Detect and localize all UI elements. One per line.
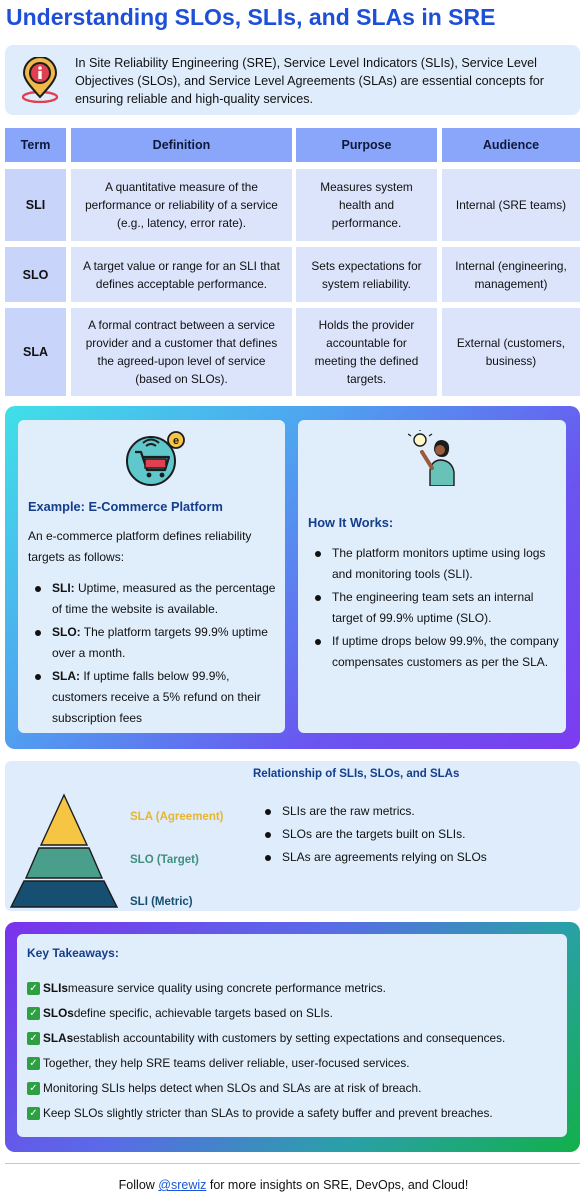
list-item: If uptime drops below 99.9%, the company compensates customers as per the SLA. [312, 631, 562, 673]
intro-text: In Site Reliability Engineering (SRE), Service Level Indicators (SLIs), Service Level Objectives (SLOs), and Service Level Agreements (SLAs) are essential concepts for ensuring reliable and high-quality services. [75, 56, 544, 106]
table-row-sla-purpose: Holds the provider accountable for meeting the defined targets. [296, 308, 437, 396]
list-item: SLA: If uptime falls below 99.9%, customers receive a 5% refund on their subscription fees [32, 666, 282, 729]
check-icon: ✓ [27, 1107, 40, 1120]
list-item: SLO: The platform targets 99.9% uptime over a month. [32, 622, 282, 664]
table-header-term: Term [5, 128, 66, 162]
intro-box [5, 45, 580, 115]
relationship-list [262, 801, 562, 870]
example-panel [18, 420, 285, 733]
list-item: The platform monitors uptime using logs and monitoring tools (SLI). [312, 543, 562, 585]
pyramid-base-sli [11, 881, 117, 907]
takeaways-title: Key Takeaways: [27, 946, 119, 960]
example-section [5, 406, 580, 749]
check-icon: ✓ [27, 1057, 40, 1070]
table-row-slo-definition: A target value or range for an SLI that defines acceptable performance. [71, 247, 292, 302]
list-item: ✓ Monitoring SLIs helps detect when SLOs and SLAs are at risk of breach. [27, 1080, 421, 1096]
svg-text:e: e [172, 435, 180, 447]
check-icon: ✓ [27, 1007, 40, 1020]
person-idea-icon [408, 430, 458, 486]
list-item: SLIs are the raw metrics. [262, 801, 562, 822]
relationship-title: Relationship of SLIs, SLOs, and SLAs [253, 768, 460, 780]
table-row-sli-definition: A quantitative measure of the performance or reliability of a service (e.g., latency, error rate). [71, 169, 292, 241]
list-item: ✓ Keep SLOs slightly stricter than SLAs to provide a safety buffer and prevent breaches. [27, 1105, 493, 1121]
check-icon: ✓ [27, 982, 40, 995]
pyramid-label-sla: SLA (Agreement) [130, 811, 224, 823]
table-row-sla-definition: A formal contract between a service provider and a customer that defines the agreed-upon level of service (based on SLOs). [71, 308, 292, 396]
table-row-sli-purpose: Measures system health and performance. [296, 169, 437, 241]
takeaways-panel [17, 934, 567, 1137]
table-header-definition: Definition [71, 128, 292, 162]
table-row-slo-term: SLO [5, 247, 66, 302]
table-row-sli-audience: Internal (SRE teams) [442, 169, 580, 241]
pyramid-label-slo: SLO (Target) [130, 854, 199, 866]
relationship-section [5, 761, 580, 911]
example-title: Example: E-Commerce Platform [28, 499, 223, 514]
table-row-sla-term: SLA [5, 308, 66, 396]
list-item: SLI: Uptime, measured as the percentage of time the website is available. [32, 578, 282, 620]
info-pin-icon [19, 57, 61, 103]
list-item: ✓ SLAs establish accountability with customers by setting expectations and consequences. [27, 1030, 505, 1046]
table-row-slo-purpose: Sets expectations for system reliability. [296, 247, 437, 302]
list-item: SLOs are the targets built on SLIs. [262, 824, 562, 845]
list-item: The engineering team sets an internal target of 99.9% uptime (SLO). [312, 587, 562, 629]
pyramid-diagram [5, 793, 123, 911]
example-intro: An e-commerce platform defines reliability targets as follows: [28, 529, 252, 564]
footer: Follow @srewiz for more insights on SRE, DevOps, and Cloud! [118, 1178, 469, 1192]
table-row-sli-term: SLI [5, 169, 66, 241]
list-item: ✓ SLOs define specific, achievable targets based on SLIs. [27, 1005, 333, 1021]
pyramid-label-sli: SLI (Metric) [130, 896, 193, 908]
table-header-audience: Audience [442, 128, 580, 162]
check-icon: ✓ [27, 1032, 40, 1045]
page-title: Understanding SLOs, SLIs, and SLAs in SRE [6, 4, 496, 30]
pyramid-middle-slo [26, 848, 102, 878]
list-item: ✓ SLIs measure service quality using concrete performance metrics. [27, 980, 386, 996]
table-row-slo-audience: Internal (engineering, management) [442, 247, 580, 302]
example-list [32, 578, 282, 731]
how-it-works-panel [298, 420, 566, 733]
pyramid-top-sla [41, 795, 87, 845]
how-it-works-title: How It Works: [308, 515, 394, 530]
list-item: SLAs are agreements relying on SLOs [262, 847, 562, 868]
check-icon: ✓ [27, 1082, 40, 1095]
list-item: ✓ Together, they help SRE teams deliver reliable, user-focused services. [27, 1055, 410, 1071]
srewiz-link[interactable]: @srewiz [158, 1178, 207, 1192]
takeaways-section [5, 922, 580, 1152]
table-header-purpose: Purpose [296, 128, 437, 162]
footer-divider [5, 1163, 580, 1164]
shopping-cart-icon [121, 430, 187, 488]
how-it-works-list [312, 543, 562, 675]
table-row-sla-audience: External (customers, business) [442, 308, 580, 396]
